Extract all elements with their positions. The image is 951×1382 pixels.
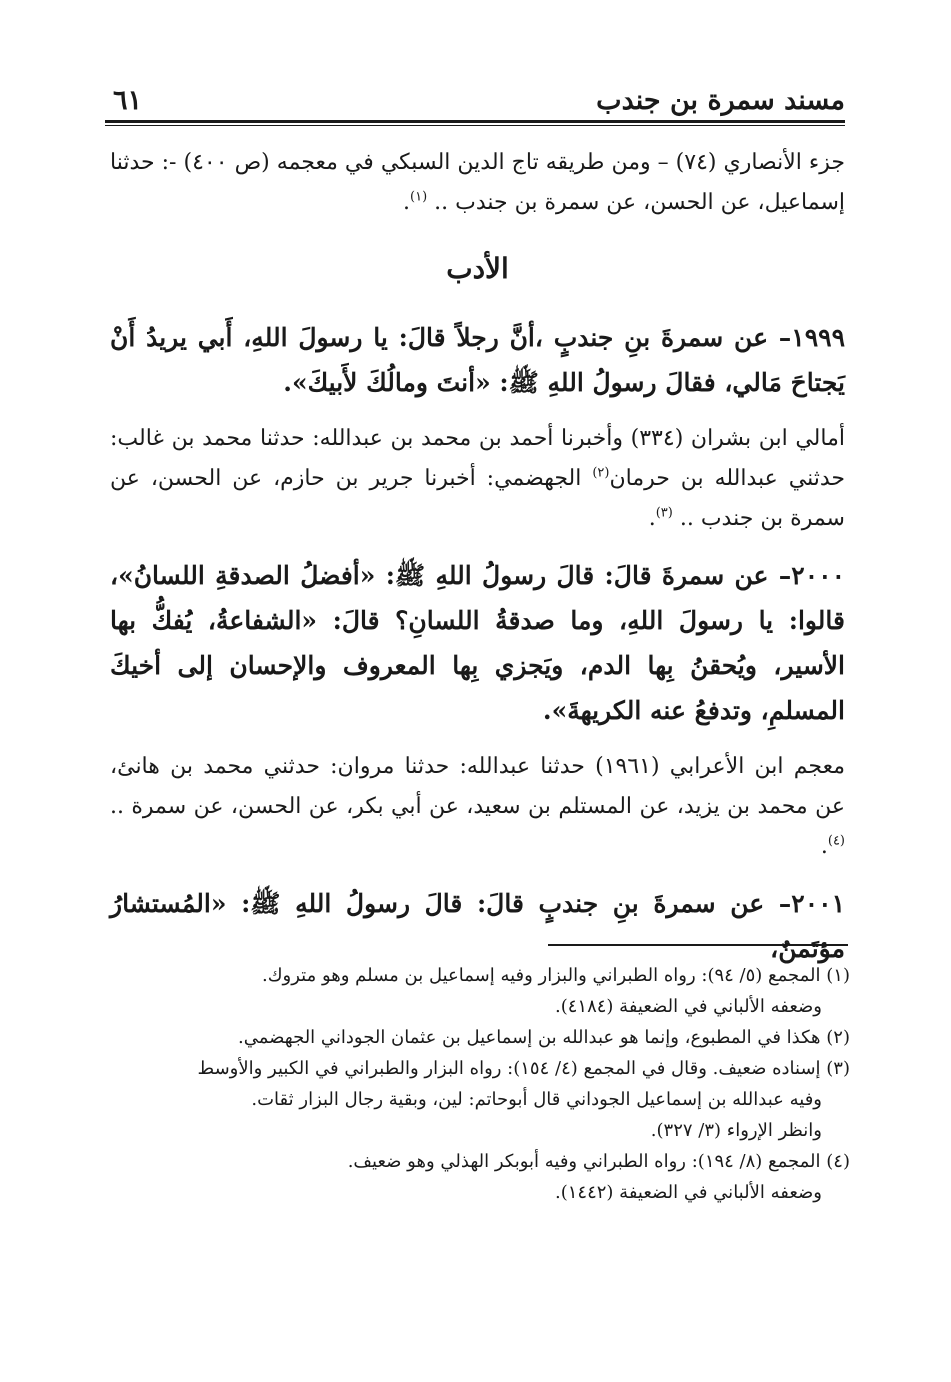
running-title: مسند سمرة بن جندب <box>596 85 845 116</box>
footnote-line: وانظر الإرواء (٣/ ٣٢٧). <box>650 1120 822 1141</box>
hadith-number: ٢٠٠٠ <box>791 561 845 590</box>
footnote-rule <box>548 944 848 946</box>
hadith-body: – عن سمرةَ بنِ جندبٍ قالَ: قالَ رسولُ اللهِ ﷺ: «المُستشارُ مؤتَمنٌ، <box>110 889 845 963</box>
intro-paragraph <box>110 143 845 223</box>
hadith-source <box>110 747 845 867</box>
hadith-number: ١٩٩٩ <box>791 323 845 352</box>
header-rule <box>105 120 845 126</box>
spacer <box>110 405 845 419</box>
footnote-line: (١) المجمع (٥/ ٩٤): رواه الطبراني والبزار وفيه إسماعيل بن مسلم وهو متروك. <box>261 965 850 986</box>
footnote-line: (٢) هكذا في المطبوع، وإنما هو عبدالله بن إسماعيل بن عثمان الجوداني الجهضمي. <box>238 1027 850 1048</box>
section-title: الأدب <box>446 252 509 285</box>
running-header <box>105 84 845 124</box>
source-text: الجهضمي: أخبرنا جرير بن حازم، عن الحسن، عن سمرة بن جندب .. <box>110 466 845 531</box>
hadith-source <box>110 419 845 539</box>
footnote-ref: (٣) <box>655 505 673 521</box>
hadith-number: ٢٠٠١ <box>791 889 845 918</box>
footnote-line: وضعفه الألباني في الضعيفة (٤١٨٤). <box>555 996 822 1017</box>
source-text: معجم ابن الأعرابي (١٩٦١) حدثنا عبدالله: حدثنا مروان: حدثني محمد بن هانئ، عن محمد بن يزيد، عن المستلم بن سعيد، عن أبي بكر، عن الحسن، عن سمرة .. <box>110 754 845 819</box>
intro-text: جزء الأنصاري (٧٤) – ومن طريقه تاج الدين السبكي في معجمه (ص ٤٠٠) -: حدثنا إسماعيل، عن الحسن، عن سمرة بن جندب .. <box>110 150 846 215</box>
footnote-line: وفيه عبدالله بن إسماعيل الجوداني قال أبوحاتم: لين، وبقية رجال البزار ثقات. <box>251 1089 822 1110</box>
hadith-body: – عن سمرةَ بنِ جندبٍ ،أنَّ رجلاً قالَ: يا رسولَ اللهِ، أَبي يريدُ أَنْ يَجتاحَ مَالي، فقالَ رسولُ اللهِ ﷺ: «أنتَ ومالُكَ لأَبيكَ». <box>110 323 845 397</box>
footnotes <box>110 960 850 1208</box>
hadith-text <box>110 881 845 971</box>
source-end: . <box>648 506 656 531</box>
intro-end: . <box>403 190 410 215</box>
main-text <box>110 143 845 971</box>
spacer <box>110 867 845 881</box>
spacer <box>110 293 845 315</box>
hadith-text <box>110 315 845 405</box>
spacer <box>110 733 845 747</box>
source-end: . <box>820 834 828 859</box>
footnote-line: (٣) إسناده ضعيف. وقال في المجمع (٤/ ١٥٤): رواه البزار والطبراني في الكبير والأوسط <box>197 1058 850 1079</box>
footnote-ref: (٢) <box>592 465 610 481</box>
hadith-body: – عن سمرةَ قالَ: قالَ رسولُ اللهِ ﷺ: «أفضلُ الصدقةِ اللسانُ»، قالوا: يا رسولَ اللهِ، وما صدقةُ اللسانِ؟ قالَ: «الشفاعةُ، يُفكُّ بها الأسير، ويُحقنُ بِها الدم، ويَجزي بِها المعروف والإحسان إلى أخيكَ المسلمِ، وتدفعُ عنه الكريهةَ». <box>110 561 845 725</box>
hadith-text <box>110 553 845 733</box>
footnote-line: وضعفه الألباني في الضعيفة (١٤٤٢). <box>555 1182 822 1203</box>
footnote-line: (٤) المجمع (٨/ ١٩٤): رواه الطبراني وفيه أبوبكر الهذلي وهو ضعيف. <box>347 1151 850 1172</box>
footnote-ref: (٤) <box>827 833 845 849</box>
page-number: ٦١ <box>113 85 143 116</box>
spacer <box>110 539 845 553</box>
spacer <box>110 223 845 245</box>
footnote-ref: (١) <box>410 189 428 205</box>
source-text: أمالي ابن بشران (٣٣٤) وأخبرنا أحمد بن محمد بن عبدالله: حدثنا محمد بن غالب: حدثني عبدالله بن حرمان <box>110 426 845 491</box>
